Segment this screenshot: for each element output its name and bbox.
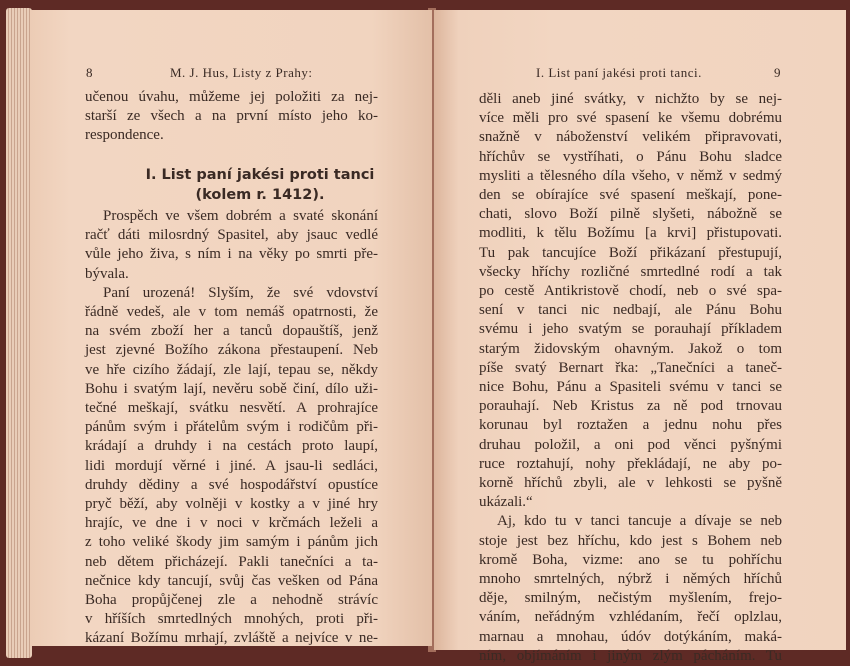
text-line: nice Bohu, Pánu a Spasiteli svému v tanci se bbox=[479, 379, 782, 395]
text-line: bývala. bbox=[85, 265, 129, 282]
text-line: starým židovským ohavným. Jakož o tom bbox=[479, 340, 782, 357]
text-line: ruce roztahují, nohy překládají, ne aby po- bbox=[479, 455, 782, 472]
text-line: po cestě Antikristově chodí, neb o své spa- bbox=[479, 283, 782, 299]
text-line: chati, slovo Boží pilně slyšeti, nábožně se bbox=[479, 206, 782, 223]
text-line: Tu pak tancujíce Boží přikázaní přestupují, bbox=[479, 244, 782, 261]
text-line: všecky hříchy rozličné smrtedlné rodí a tak bbox=[479, 263, 782, 280]
text-line: tečné meškají, svátku nesvětí. A prohrajíce bbox=[85, 400, 378, 416]
text-line: učenou úvahu, můžeme jej položiti za nej- bbox=[85, 89, 378, 105]
text-line: krádají a druhdy i na cestách proto laupí, bbox=[85, 438, 378, 455]
text-line: v hříších smrtedlných mnohých, proti při- bbox=[85, 611, 378, 628]
text-line: více měli pro své spasení ke všemu dobrému bbox=[479, 110, 782, 127]
page-number-right: 9 bbox=[774, 65, 781, 80]
text-line: Boha propůjčenej zle a nehodně strávíc bbox=[85, 592, 378, 608]
text-line: marnau a mnohau, údóv dotýkáním, maká- bbox=[479, 628, 782, 645]
letter-heading-date: (kolem r. 1412). bbox=[195, 187, 325, 203]
text-line: Aj, kdo tu v tanci tancuje a dívaje se neb bbox=[497, 513, 782, 530]
text-line: řádně vedeš, ale v tom nemáš opatrnosti, že bbox=[85, 304, 378, 320]
text-line: neb dětem přicházejí. Pakli tanečníci a ta- bbox=[85, 553, 378, 570]
text-line: ve hře cizího žádají, zle lají, tepau se, někdy bbox=[85, 361, 378, 378]
text-line: na svém zboží her a tanců dopauštíš, jenž bbox=[85, 323, 378, 340]
text-line: korunau byl roztažen a jednu nohu přes bbox=[479, 417, 782, 434]
book-page-edges bbox=[6, 8, 32, 658]
text-line: den se obírajíce své spasení meškají, pone- bbox=[479, 187, 782, 203]
text-line: respondence. bbox=[85, 127, 164, 144]
text-line: jest zjevné Božího zákona přestaupení. Neb bbox=[85, 342, 378, 359]
text-line: vůle jeho živa, s ním i na věky po smrti pře- bbox=[85, 246, 378, 263]
text-line: porauhají. Neb Kristus za ně pod trnovau bbox=[479, 398, 782, 415]
running-head-right: I. List paní jakési proti tanci. bbox=[536, 65, 702, 80]
text-line: píše svatý Bernart řka: „Tanečníci a taneč- bbox=[479, 359, 782, 376]
text-line: stoje jest bez hříchu, kdo jest s Bohem neb bbox=[479, 532, 782, 549]
left-page bbox=[30, 10, 432, 646]
text-line: ukázali.“ bbox=[479, 494, 533, 511]
running-head-left: M. J. Hus, Listy z Prahy: bbox=[170, 65, 313, 80]
text-line: druhdy dědiny a své hospodářství opustíce bbox=[85, 476, 378, 493]
text-line: starší ze všech a na první místo jeho ko- bbox=[85, 108, 378, 125]
letter-heading-title: I. List paní jakési proti tanci bbox=[145, 167, 375, 183]
text-line: děje, smilným, nečistým myšlením, frejo- bbox=[479, 590, 782, 607]
text-line: Bohu i svatým lají, nevěru sobě činí, dílo uži- bbox=[85, 380, 378, 397]
text-line: snažně v náboženství velikém připravovati, bbox=[479, 129, 782, 146]
text-line: druhau položil, a oni pod věnci pyšnými bbox=[479, 436, 782, 453]
text-line: hrajíc, ve dne i v noci v krčmách leželi a bbox=[85, 515, 378, 532]
text-line: Paní urozená! Slyším, že své vdovství bbox=[103, 284, 378, 301]
text-line: sení v tanci nic nedbají, ale Pánu Bohu bbox=[479, 302, 782, 319]
text-line: z toho veliké škody jim samým i pánům jich bbox=[85, 534, 378, 551]
text-line: hříchův se vystříhati, o Pánu Bohu sladce bbox=[479, 148, 782, 165]
text-line: děli aneb jiné svátky, v nichžto by se nej- bbox=[479, 91, 782, 107]
text-line: modliti, k tělu Božímu [a krvi] přistupovati. bbox=[479, 225, 782, 242]
text-line: nečnice kdy tancují, svůj čas vešken od Pána bbox=[85, 572, 378, 589]
text-line: mnoho smrtelných, nýbrž i němých hříchů bbox=[479, 571, 782, 587]
text-line: ním, objímáním i jiným zlým pácháním. Tu bbox=[479, 647, 782, 664]
text-line: kázaní Božímu mrhají, zvláště a nejvíce v ne- bbox=[85, 630, 378, 647]
text-line: pánům svým i přátelům svým i rodičům při- bbox=[85, 419, 378, 436]
text-line: váním, neřádným vzhlédaním, řečí oplzlau, bbox=[479, 609, 782, 626]
right-page bbox=[434, 10, 846, 664]
text-line: mysliti a tělesného díla všeho, v němž v sedmý bbox=[479, 167, 782, 184]
text-line: Prospěch ve všem dobrém a svaté skonání bbox=[103, 208, 378, 224]
text-line: svému i jeho svatým se porauhají příkladem bbox=[479, 321, 782, 338]
page-number-left: 8 bbox=[86, 65, 93, 80]
text-line: lidi mordují věrné i jiné. A jsau-li sedláci, bbox=[85, 457, 378, 474]
text-line: račť dáti milosrdný Spasitel, aby jsauc vedlé bbox=[85, 227, 378, 244]
text-line: kromě Boha, vizme: ano se tu pohříchu bbox=[479, 551, 782, 568]
text-line: pryč běží, aby volněji v kostky a v jiné hry bbox=[85, 496, 378, 512]
text-line: korně hříchů zbyli, ale v lehkosti se pyšně bbox=[479, 475, 782, 491]
